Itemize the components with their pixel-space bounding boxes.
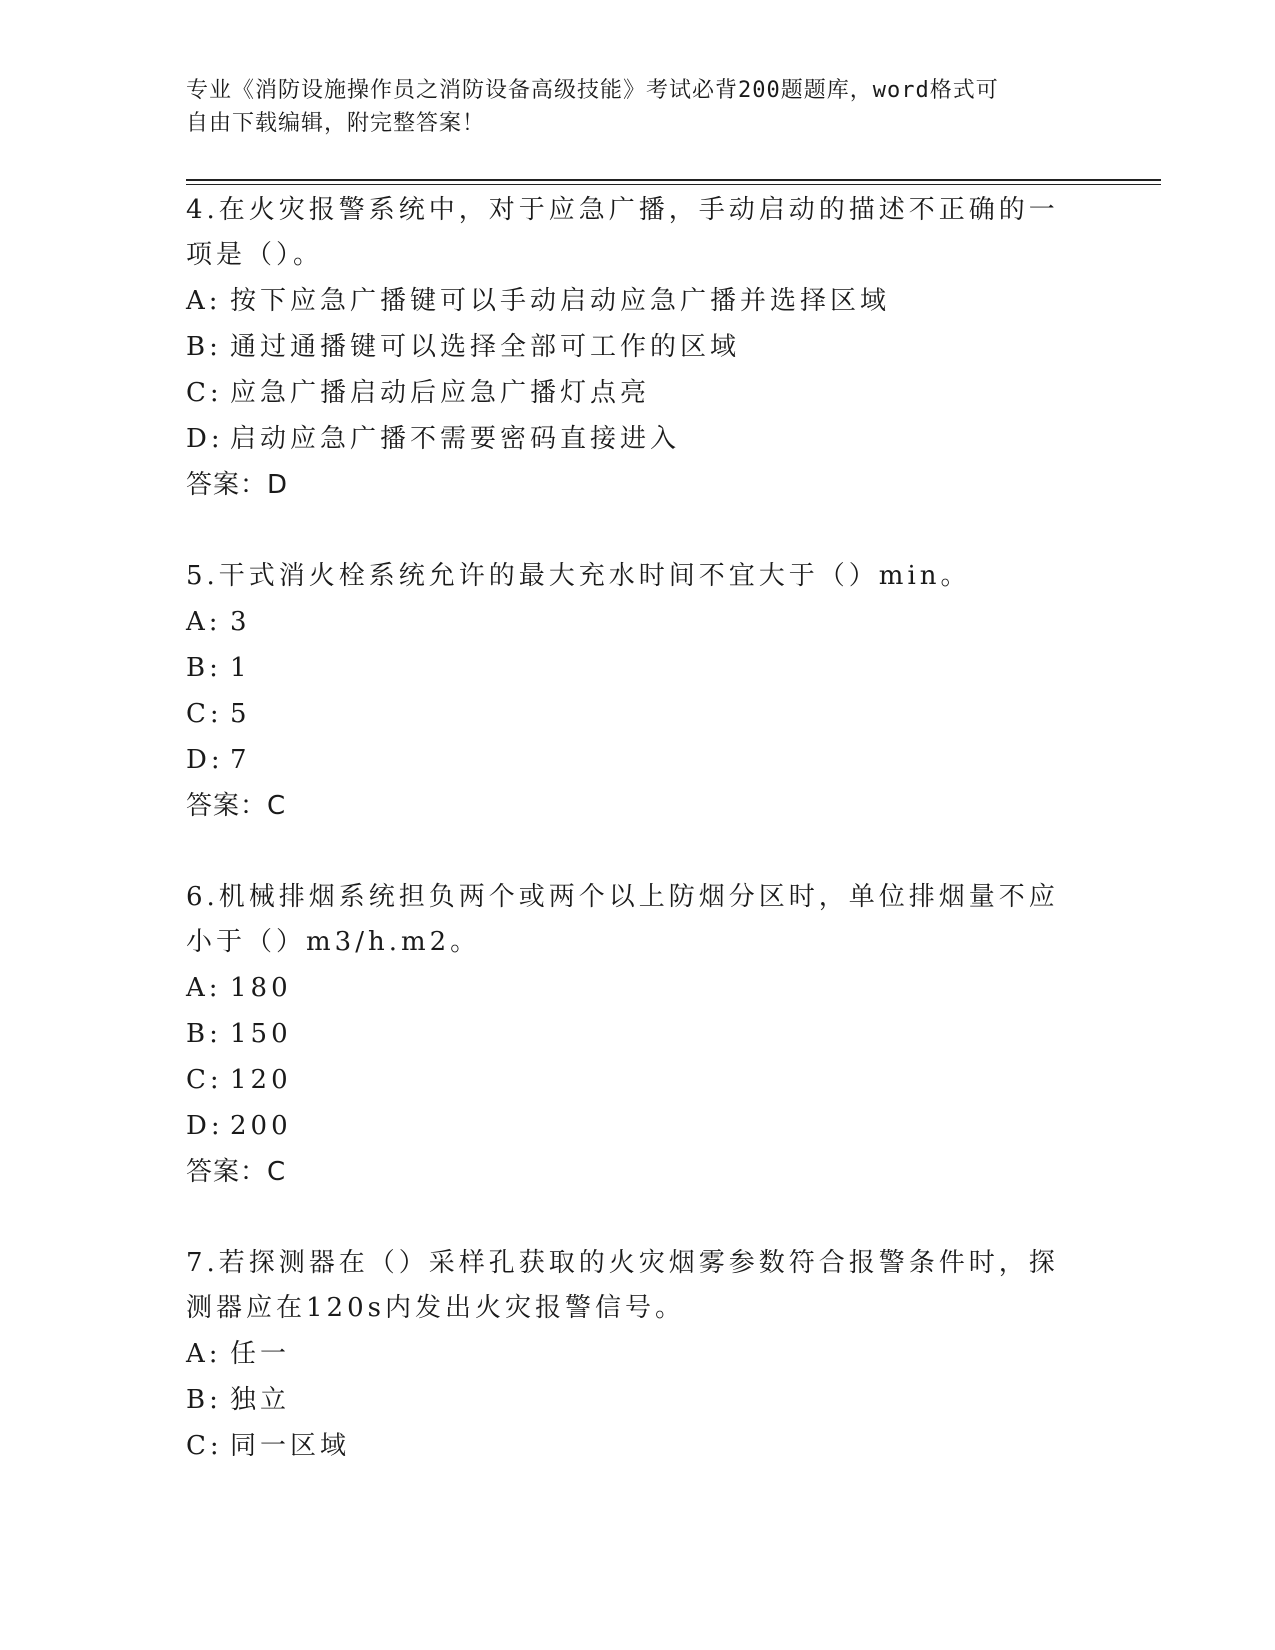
option-key: A: xyxy=(186,1339,222,1369)
question-5 xyxy=(186,554,1066,829)
option-d xyxy=(186,416,1066,462)
option-key: D: xyxy=(186,424,224,454)
option-d xyxy=(186,1103,1066,1149)
option-text: 120 xyxy=(230,1065,292,1095)
option-key: A: xyxy=(186,607,222,637)
option-key: D: xyxy=(186,1111,224,1141)
option-d xyxy=(186,737,1066,783)
option-b xyxy=(186,645,1066,691)
question-7 xyxy=(186,1241,1066,1469)
option-key: C: xyxy=(186,699,223,729)
answer-label: 答案：C xyxy=(186,1157,287,1187)
option-text: 同一区域 xyxy=(230,1431,351,1461)
option-b xyxy=(186,324,1066,370)
option-text: 任一 xyxy=(230,1339,291,1369)
option-c xyxy=(186,1057,1066,1103)
option-key: C: xyxy=(186,1431,223,1461)
option-key: B: xyxy=(186,1385,222,1415)
answer-label: 答案：C xyxy=(186,791,287,821)
document-header xyxy=(186,74,1066,140)
option-text: 150 xyxy=(230,1019,292,1049)
option-key: A: xyxy=(186,286,222,316)
option-text: 3 xyxy=(230,607,251,637)
option-text: 200 xyxy=(230,1111,292,1141)
question-stem: 6.机械排烟系统担负两个或两个以上防烟分区时，单位排烟量不应小于（）m3/h.m2。 xyxy=(186,882,1059,957)
header-line-1: 专业《消防设施操作员之消防设备高级技能》考试必背200题题库，word格式可 xyxy=(186,78,999,103)
answer-label: 答案：D xyxy=(186,470,289,500)
option-key: B: xyxy=(186,332,222,362)
option-c xyxy=(186,370,1066,416)
option-text: 独立 xyxy=(230,1385,291,1415)
option-text: 按下应急广播键可以手动启动应急广播并选择区域 xyxy=(230,286,891,316)
option-text: 7 xyxy=(230,745,251,775)
header-divider-thick xyxy=(186,179,1161,181)
question-list xyxy=(186,188,1066,1515)
option-key: A: xyxy=(186,973,222,1003)
option-text: 应急广播启动后应急广播灯点亮 xyxy=(230,378,651,408)
option-a xyxy=(186,965,1066,1011)
option-text: 启动应急广播不需要密码直接进入 xyxy=(230,424,681,454)
option-text: 通过通播键可以选择全部可工作的区域 xyxy=(230,332,741,362)
question-stem: 4.在火灾报警系统中，对于应急广播，手动启动的描述不正确的一项是（）。 xyxy=(186,195,1059,270)
option-a xyxy=(186,278,1066,324)
option-text: 1 xyxy=(230,653,251,683)
header-divider-thin xyxy=(186,184,1161,185)
option-key: C: xyxy=(186,1065,223,1095)
option-c xyxy=(186,691,1066,737)
option-b xyxy=(186,1377,1066,1423)
option-a xyxy=(186,1331,1066,1377)
option-key: B: xyxy=(186,653,222,683)
question-stem: 7.若探测器在（）采样孔获取的火灾烟雾参数符合报警条件时，探测器应在120s内发出火灾报警信号。 xyxy=(186,1248,1059,1323)
question-4 xyxy=(186,188,1066,508)
option-key: D: xyxy=(186,745,224,775)
question-stem: 5.干式消火栓系统允许的最大充水时间不宜大于（）min。 xyxy=(186,561,971,591)
option-a xyxy=(186,599,1066,645)
option-key: C: xyxy=(186,378,223,408)
option-key: B: xyxy=(186,1019,222,1049)
option-c xyxy=(186,1423,1066,1469)
question-6 xyxy=(186,875,1066,1195)
option-text: 5 xyxy=(230,699,251,729)
header-line-2: 自由下载编辑，附完整答案！ xyxy=(186,111,486,136)
option-text: 180 xyxy=(230,973,292,1003)
option-b xyxy=(186,1011,1066,1057)
